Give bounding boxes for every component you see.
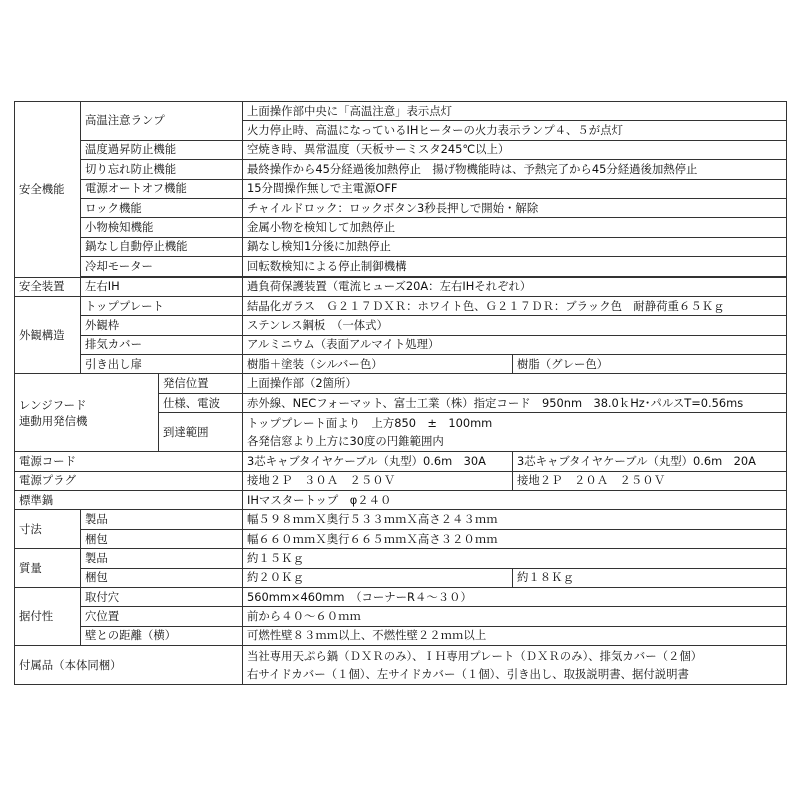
value-power-plug-b: 接地２Ｐ ２０Ａ ２５０Ｖ <box>513 471 787 490</box>
value-lock: チャイルドロック：ロックボタン3秒長押しで開始・解除 <box>243 198 787 217</box>
value-dim-product: 幅５９８ｍｍＸ奥行５３３ｍｍＸ高さ２４３ｍｍ <box>243 510 787 529</box>
value-weight-package-b: 約１８Ｋｇ <box>513 568 787 587</box>
table-row <box>15 179 787 198</box>
label-high-temp-lamp: 高温注意ランプ <box>81 102 243 141</box>
value-power-plug-a: 接地２Ｐ ３０Ａ ２５０Ｖ <box>243 471 513 490</box>
value-hole-position: 前から４０～６０ｍｍ <box>243 607 787 626</box>
category-installation: 据付性 <box>15 587 81 645</box>
label-weight-package: 梱包 <box>81 568 243 587</box>
table-row <box>15 510 787 529</box>
value-standard-pot: IHマスタートップ φ２４０ <box>243 491 787 510</box>
category-hood-link: レンジフード 連動用発信機 <box>15 374 159 452</box>
value-high-temp-lamp-1: 上面操作部中央に「高温注意」表示点灯 <box>243 102 787 121</box>
value-auto-off: 15分間操作無しで主電源OFF <box>243 179 787 198</box>
category-weight: 質量 <box>15 549 81 588</box>
label-weight-product: 製品 <box>81 549 243 568</box>
label-no-pot: 鍋なし自動停止機能 <box>81 237 243 256</box>
label-wall-distance: 壁との距離（横） <box>81 626 243 645</box>
value-spec: 赤外線、NECフォーマット、富士工業（株）指定コード 950nm 38.0ｋHz･パルスT=0.56ms <box>243 393 787 412</box>
table-row <box>15 374 787 393</box>
label-dim-package: 梱包 <box>81 529 243 548</box>
table-row <box>15 257 787 276</box>
table-row <box>15 549 787 568</box>
value-weight-package-a: 約２０Ｋｇ <box>243 568 513 587</box>
value-weight-product: 約１５Ｋｇ <box>243 549 787 568</box>
value-cooling-motor: 回転数検知による停止制御機構 <box>243 257 787 276</box>
label-frame: 外観枠 <box>81 316 243 335</box>
value-dim-package: 幅６６０ｍｍＸ奥行６６５ｍｍＸ高さ３２０ｍｍ <box>243 529 787 548</box>
value-range: トッププレート面より 上方850 ± 100mm 各発信窓より上方に30度の円錐範囲内 <box>243 413 787 452</box>
label-top-plate: トッププレート <box>81 296 243 315</box>
value-no-pot: 鍋なし検知1分後に加熱停止 <box>243 237 787 256</box>
value-position: 上面操作部（2箇所） <box>243 374 787 393</box>
value-drawer-door-b: 樹脂（グレー色） <box>513 355 787 374</box>
value-power-cord-a: 3芯キャブタイヤケーブル（丸型）0.6m 30A <box>243 452 513 471</box>
value-cutout: 560mm×460mm （コーナーR４～３０） <box>243 587 787 606</box>
table-row <box>15 646 787 685</box>
table-row <box>15 160 787 179</box>
table-row <box>15 296 787 315</box>
label-drawer-door: 引き出し扉 <box>81 355 243 374</box>
value-exhaust-cover: アルミニウム（表面アルマイト処理） <box>243 335 787 354</box>
table-row <box>15 355 787 374</box>
label-lock: ロック機能 <box>81 198 243 217</box>
table-row <box>15 568 787 587</box>
table-row <box>15 607 787 626</box>
value-power-cord-b: 3芯キャブタイヤケーブル（丸型）0.6m 20A <box>513 452 787 471</box>
label-small-object: 小物検知機能 <box>81 218 243 237</box>
table-row <box>15 491 787 510</box>
label-exhaust-cover: 排気カバー <box>81 335 243 354</box>
label-cooling-motor: 冷却モーター <box>81 257 243 276</box>
table-row <box>15 198 787 217</box>
table-row <box>15 237 787 256</box>
value-top-plate: 結晶化ガラス Ｇ２１７ＤＸＲ：ホワイト色、Ｇ２１７ＤＲ：ブラック色 耐静荷重６５Ｋｇ <box>243 296 787 315</box>
table-row <box>15 316 787 335</box>
value-drawer-door-a: 樹脂＋塗装（シルバー色） <box>243 355 513 374</box>
category-safety-device: 安全装置 <box>15 277 81 296</box>
label-standard-pot: 標準鍋 <box>15 491 243 510</box>
label-position: 発信位置 <box>159 374 243 393</box>
label-overheat: 温度過昇防止機能 <box>81 140 243 159</box>
label-forgot-off: 切り忘れ防止機能 <box>81 160 243 179</box>
table-row <box>15 335 787 354</box>
label-power-cord: 電源コード <box>15 452 243 471</box>
category-dimensions: 寸法 <box>15 510 81 549</box>
label-dim-product: 製品 <box>81 510 243 529</box>
table-row <box>15 626 787 645</box>
table-row <box>15 102 787 121</box>
label-power-plug: 電源プラグ <box>15 471 243 490</box>
value-overheat: 空焼き時、異常温度（天板サーミスタ245℃以上） <box>243 140 787 159</box>
label-accessories: 付属品（本体同梱） <box>15 646 243 685</box>
spec-table <box>14 101 787 685</box>
value-forgot-off: 最終操作から45分経過後加熱停止 揚げ物機能時は、予熱完了から45分経過後加熱停止 <box>243 160 787 179</box>
label-spec: 仕様、電波 <box>159 393 243 412</box>
table-row <box>15 587 787 606</box>
label-range: 到達範囲 <box>159 413 243 452</box>
value-high-temp-lamp-2: 火力停止時、高温になっているIHヒーターの火力表示ランプ４、５が点灯 <box>243 121 787 140</box>
label-left-right-ih: 左右IH <box>81 277 243 296</box>
value-wall-distance: 可燃性壁８３ｍｍ以上、不燃性壁２２ｍｍ以上 <box>243 626 787 645</box>
label-cutout: 取付穴 <box>81 587 243 606</box>
table-row <box>15 471 787 490</box>
label-hole-position: 穴位置 <box>81 607 243 626</box>
table-row <box>15 529 787 548</box>
value-safety-device: 過負荷保護装置（電流ヒューズ20A：左右IHそれぞれ） <box>243 277 787 296</box>
label-auto-off: 電源オートオフ機能 <box>81 179 243 198</box>
category-safety: 安全機能 <box>15 102 81 278</box>
value-frame: ステンレス鋼板 （一体式） <box>243 316 787 335</box>
table-row <box>15 140 787 159</box>
table-row <box>15 218 787 237</box>
value-accessories: 当社専用天ぷら鍋（ＤＸＲのみ）、ＩＨ専用プレート（ＤＸＲのみ）、排気カバー（２個） 右サイドカバー（１個）、左サイドカバー（１個）、引き出し、取扱説明書、据付説明書 <box>243 646 787 685</box>
table-row <box>15 277 787 296</box>
value-small-object: 金属小物を検知して加熱停止 <box>243 218 787 237</box>
category-exterior: 外観構造 <box>15 296 81 374</box>
table-row <box>15 452 787 471</box>
